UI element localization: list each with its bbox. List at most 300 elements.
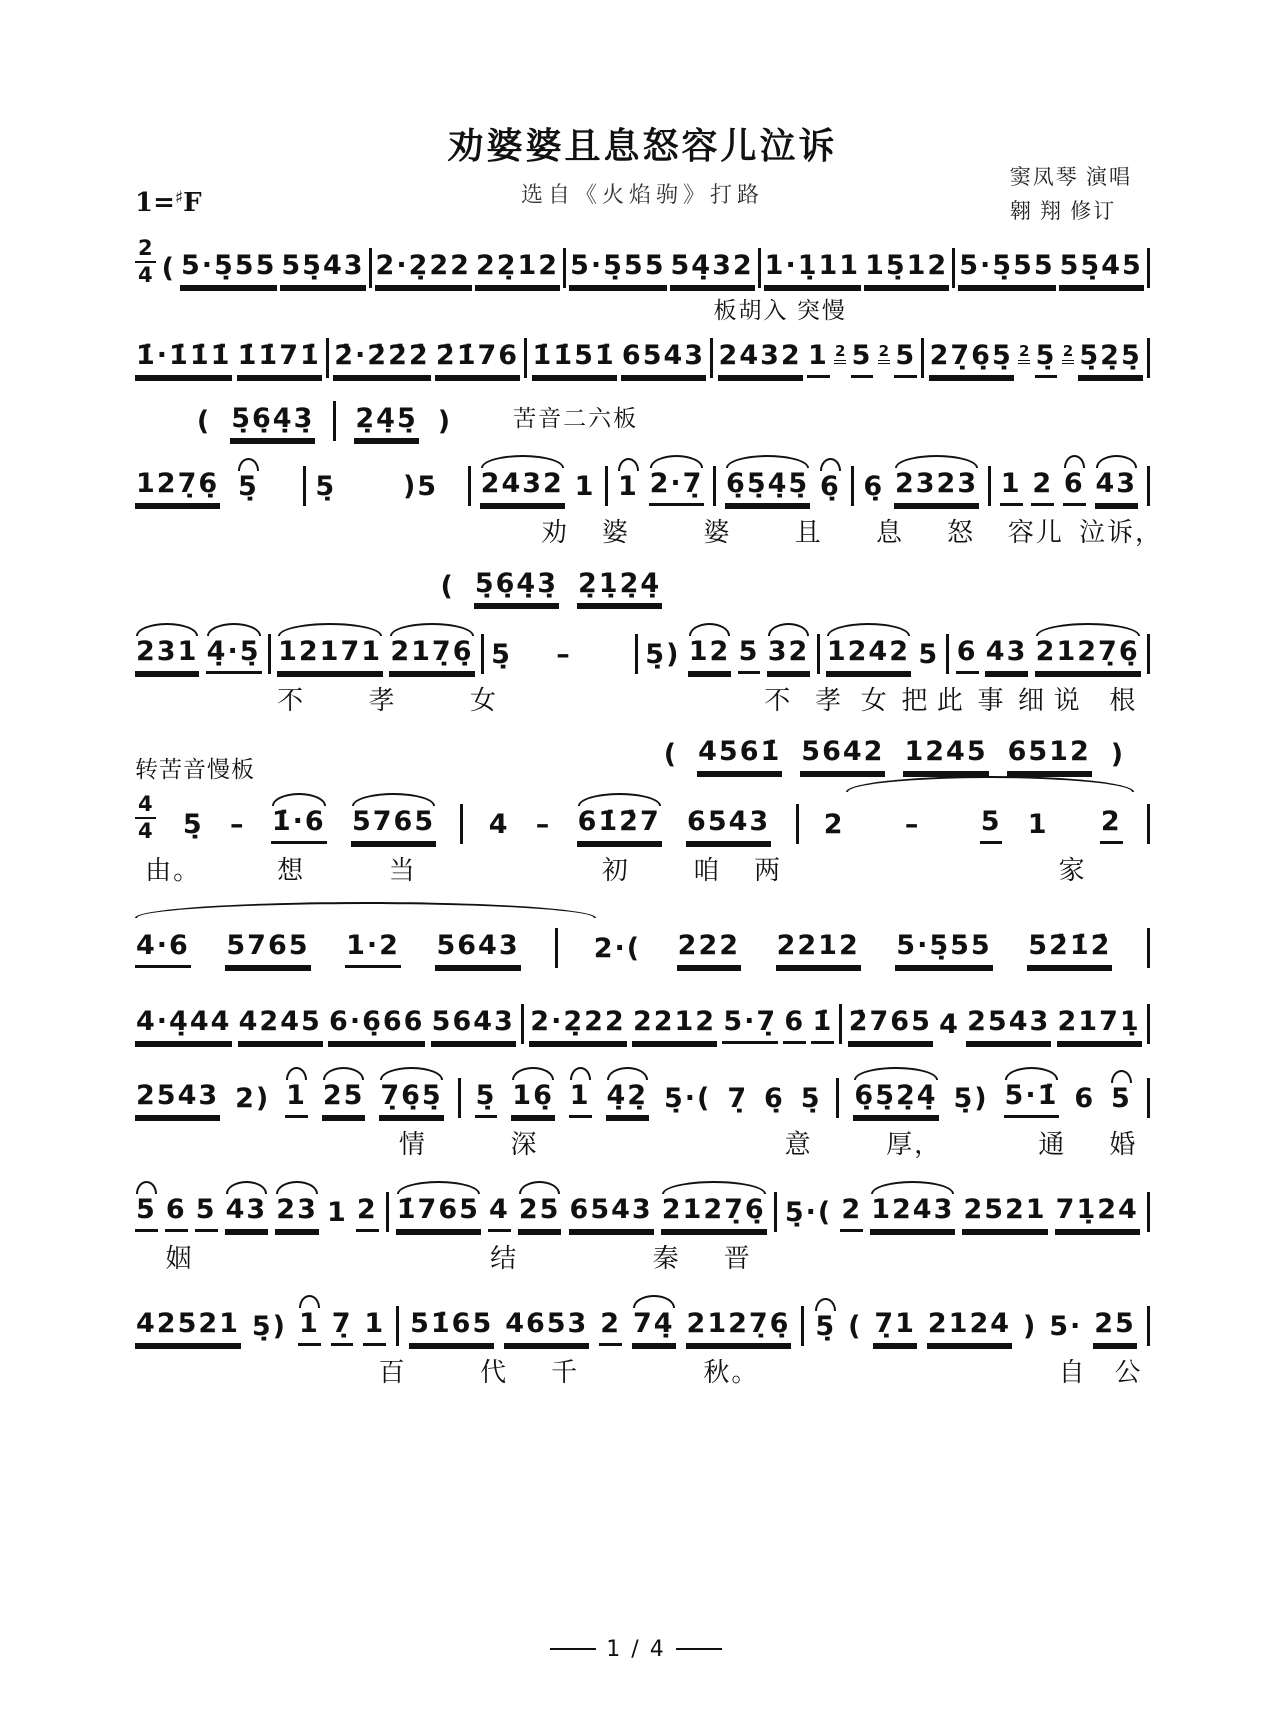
note-group: 2543	[135, 1082, 220, 1118]
note-group: (	[848, 1311, 863, 1342]
key-note: F	[183, 188, 202, 218]
lyric-syllable: 不	[764, 686, 793, 715]
note-group: 5·5̣55	[958, 252, 1055, 288]
note-row	[135, 918, 1150, 968]
barline	[333, 401, 336, 441]
note-group: 25	[518, 1196, 562, 1232]
note-group: (	[440, 571, 455, 602]
note-group: 6̣	[863, 471, 885, 502]
lyric-syllable: 根	[1109, 686, 1138, 715]
note-group: 2212	[632, 1008, 717, 1044]
score-body	[135, 236, 1163, 1396]
note-group: 2127̣6̣	[661, 1196, 767, 1232]
barline	[326, 338, 329, 378]
time-signature	[135, 236, 156, 288]
note-group: 1243	[870, 1196, 955, 1232]
page-footer	[0, 1637, 1272, 1662]
barline	[817, 634, 820, 674]
note-group: 2̇765	[848, 1008, 933, 1044]
lyric-syllable: 秦	[652, 1244, 681, 1273]
note-group: 5	[918, 639, 940, 670]
fill-phrase	[440, 570, 663, 606]
note-group: 5̣6̣4̣3̣	[230, 405, 315, 441]
note-group: 6·6̣66	[328, 1008, 425, 1044]
fill-phrase-wrap	[135, 570, 1150, 622]
key-accidental: ♯	[174, 188, 184, 208]
note-group: 5	[738, 638, 761, 674]
note-group: –	[535, 809, 552, 840]
note-group: 4̣2̣	[606, 1082, 650, 1118]
note-group: 1	[298, 1310, 321, 1346]
note-group: 1	[326, 1197, 348, 1228]
lyric-syllable: 由。	[145, 856, 202, 885]
note-group: 5̣)	[251, 1311, 288, 1342]
music-system	[135, 624, 1150, 724]
fill-phrase-wrap	[135, 400, 1150, 452]
barline	[1147, 634, 1150, 674]
note-group: 5	[894, 342, 917, 378]
score-content	[135, 0, 1163, 1410]
lyric-syllable: 姻	[165, 1244, 194, 1273]
lyric-syllable: 咱	[693, 856, 722, 885]
note-group: 4	[488, 1196, 511, 1232]
note-group: 2·2̣22	[375, 252, 472, 288]
note-group: 2543	[966, 1008, 1051, 1044]
note-group: 27̣6̣5̣	[929, 342, 1014, 378]
lyric-syllable: 此	[936, 686, 965, 715]
note-group: 5	[851, 342, 874, 378]
lyric-syllable: 息	[875, 518, 904, 547]
note-group: 2171̣	[1057, 1008, 1142, 1044]
note-group: 5·1̇	[1004, 1082, 1060, 1118]
note-group: 1	[285, 1082, 308, 1118]
note-group: 1	[1027, 809, 1049, 840]
note-group: 5̣	[237, 473, 260, 506]
barline	[481, 634, 484, 674]
time-signature-numerator: 4	[138, 792, 153, 816]
barline	[458, 1078, 461, 1118]
lyric-syllable: 初	[601, 856, 630, 885]
time-signature-denominator: 4	[135, 261, 156, 288]
lyric-syllable: 晋	[723, 1244, 752, 1273]
note-group: 5̣	[475, 1082, 498, 1118]
lyric-syllable: 百	[378, 1358, 407, 1387]
note-group: 7̣	[331, 1310, 354, 1346]
note-group: 5̣·(	[784, 1197, 833, 1228]
lyric-syllable: 自	[1058, 1358, 1087, 1387]
lyric-row	[135, 1352, 1150, 1396]
note-group: 1̇·1̇1̇1̇	[135, 342, 232, 378]
note-group: 15̣12	[864, 252, 949, 288]
note-group: 6	[956, 638, 979, 674]
lyric-syllable: 通	[1038, 1130, 1067, 1159]
barline	[468, 466, 471, 506]
section-label: 转苦音慢板	[135, 756, 255, 782]
note-group: (	[196, 406, 212, 437]
footer-rule-left	[550, 1648, 596, 1650]
lyric-syllable: 说	[1053, 686, 1082, 715]
note-group: 2̇·2̇2̇2̇	[333, 342, 430, 378]
barline	[268, 634, 271, 674]
lyric-syllable: 细	[1018, 686, 1047, 715]
lyric-row	[135, 1124, 1150, 1168]
note-group: 6	[1074, 1083, 1096, 1114]
lyric-syllable: 秋。	[703, 1358, 760, 1387]
note-group: 5765	[351, 808, 436, 844]
note-group: 1242	[826, 638, 911, 674]
note-group: 2323	[894, 470, 979, 506]
grace-note: 2	[1018, 344, 1030, 364]
note-group: 1	[1000, 470, 1023, 506]
grace-note: 2	[878, 344, 890, 364]
note-group: 2·(	[593, 933, 642, 964]
barline	[836, 1078, 839, 1118]
music-system	[135, 570, 1150, 622]
note-group: 2	[599, 1310, 622, 1346]
note-group: 1	[807, 342, 830, 378]
lyric-syllable: 结	[490, 1244, 519, 1273]
note-group: 4245	[238, 1008, 323, 1044]
grace-note: 2	[1062, 344, 1074, 364]
note-group: 43	[225, 1196, 269, 1232]
barline	[946, 634, 949, 674]
lyric-syllable: 厚，	[886, 1130, 943, 1159]
note-group: )	[437, 406, 453, 437]
barline	[921, 338, 924, 378]
note-group: 5642	[800, 738, 885, 774]
score-subtitle: 选自《火焰驹》打路	[520, 182, 764, 207]
fill-phrase	[663, 738, 1126, 774]
barline	[1147, 466, 1150, 506]
barline	[1147, 1004, 1150, 1044]
barline	[460, 804, 463, 844]
barline	[1147, 1306, 1150, 1346]
barline	[369, 248, 372, 288]
barline	[801, 1306, 804, 1346]
barline	[524, 338, 527, 378]
note-group: 5̣	[182, 809, 204, 840]
music-system	[135, 236, 1150, 288]
note-group: 2·2̣22	[529, 1008, 626, 1044]
note-group: 1·1̣11	[764, 252, 861, 288]
music-system	[135, 1296, 1150, 1396]
note-group: 2	[1031, 470, 1054, 506]
lyric-syllable: 意	[784, 1130, 813, 1159]
note-group: 4	[488, 809, 510, 840]
note-group: 6512	[1007, 738, 1092, 774]
barline	[952, 248, 955, 288]
note-row	[135, 236, 1150, 288]
barline	[758, 248, 761, 288]
note-group: 55̣45	[1059, 252, 1144, 288]
score-header	[135, 0, 1150, 236]
note-group: 43	[1095, 470, 1139, 506]
barline	[555, 928, 558, 968]
lyric-syllable: 代	[480, 1358, 509, 1387]
lyric-syllable: 事	[977, 686, 1006, 715]
note-row	[135, 1182, 1150, 1232]
lyric-row	[135, 850, 1150, 894]
barline	[386, 1192, 389, 1232]
barline	[774, 1192, 777, 1232]
fill-phrase	[196, 400, 638, 441]
barline	[1147, 338, 1150, 378]
tempo-label: 苦音二六板	[513, 405, 639, 431]
note-group: 6̣	[764, 1083, 785, 1114]
note-group: 5̣	[814, 1313, 837, 1346]
note-group: 2·7̣	[649, 470, 705, 506]
note-group: 55̣43	[280, 252, 365, 288]
music-system	[135, 297, 1150, 378]
note-group: 5765	[225, 932, 310, 968]
lyric-syllable: 深	[510, 1130, 539, 1159]
note-group: 5̣)	[953, 1083, 989, 1114]
note-group: )	[1110, 739, 1126, 770]
lyric-syllable: 公	[1114, 1358, 1143, 1387]
note-group: 1̇765	[396, 1196, 481, 1232]
note-group: 7̣6̣5̣	[379, 1082, 443, 1118]
page-title: 劝婆婆且息怒容儿泣诉	[447, 125, 838, 166]
credit-performer: 窦凤琴 演唱	[1009, 165, 1132, 189]
barline	[1147, 1192, 1150, 1232]
note-group: 2432	[480, 470, 565, 506]
note-group: –	[904, 809, 921, 840]
lyric-syllable: 孝	[815, 686, 844, 715]
lyric-syllable: 婆	[703, 518, 732, 547]
tempo-label: 板胡入 突慢	[713, 297, 847, 323]
note-group: 5	[135, 1196, 158, 1232]
note-row	[135, 456, 1150, 506]
note-group: 52̇1̇2̇	[1027, 932, 1112, 968]
note-group: 2432	[718, 342, 803, 378]
note-group: 4·4̣44	[135, 1008, 232, 1044]
lyric-syllable: 千	[551, 1358, 580, 1387]
lyric-syllable: 把	[901, 686, 930, 715]
note-group: 1̇1̇51̇	[532, 342, 617, 378]
note-group: 54̣32	[670, 252, 755, 288]
note-group: 1	[569, 1082, 592, 1118]
note-group: )	[1022, 1311, 1038, 1342]
note-group: (	[161, 253, 176, 284]
barline	[396, 1306, 399, 1346]
note-group: 5̣	[1035, 342, 1058, 378]
barline	[1147, 928, 1150, 968]
note-group: 2	[823, 809, 845, 840]
note-group: 1̇·6	[271, 808, 327, 844]
barline	[713, 466, 716, 506]
music-system	[135, 792, 1150, 894]
page-number: 1 / 4	[606, 1637, 666, 1662]
note-group: 43	[985, 638, 1029, 674]
footer-rule-right	[676, 1648, 722, 1650]
note-group: 6̣5̣2̣4̣	[853, 1082, 938, 1118]
lyric-syllable: 女	[469, 686, 498, 715]
note-group: 5̣6̣4̣3̣	[474, 570, 559, 606]
note-group: 61̇2̇7	[577, 808, 662, 844]
barline	[563, 248, 566, 288]
lyric-syllable: 容儿	[1007, 518, 1064, 547]
barline	[1147, 248, 1150, 288]
note-group: 2̣1̣2̣4̣	[577, 570, 662, 606]
lyric-syllable: 孝	[368, 686, 397, 715]
note-group: 6̣	[819, 473, 842, 506]
note-row	[135, 1068, 1150, 1118]
note-group: 6	[1063, 470, 1086, 506]
barline	[839, 1004, 842, 1044]
credit-editor: 翱 翔 修订	[1009, 199, 1117, 223]
note-group: –	[230, 809, 246, 840]
barline	[605, 466, 608, 506]
lyric-syllable: 婚	[1109, 1130, 1138, 1159]
note-group: 222	[677, 932, 741, 968]
note-group: 4·6	[135, 932, 191, 968]
note-group: 74̣	[632, 1310, 676, 1346]
note-group: 25	[1093, 1310, 1137, 1346]
note-group: 6543	[686, 808, 771, 844]
note-group: 5·7̣	[722, 1008, 778, 1044]
note-group: 4561̇	[697, 738, 782, 774]
lyric-syllable: 女	[860, 686, 889, 715]
barline	[635, 634, 638, 674]
barline	[710, 338, 713, 378]
note-group: 1̇1̇71̇	[237, 342, 322, 378]
note-group: 5	[195, 1196, 218, 1232]
note-group: 5·	[1049, 1311, 1083, 1342]
note-row	[135, 994, 1150, 1044]
note-group: 1	[363, 1310, 386, 1346]
note-group: 5	[1110, 1085, 1133, 1118]
lyric-syllable: 情	[398, 1130, 427, 1159]
barline	[303, 466, 306, 506]
note-group: 6	[165, 1196, 188, 1232]
note-group: 5̣·(	[664, 1083, 712, 1114]
note-group: 5̣)	[645, 639, 681, 670]
note-group: 5̣	[800, 1083, 822, 1114]
note-group: )5	[402, 471, 439, 502]
note-group: 217̣6̣	[389, 638, 474, 674]
slur-arc	[135, 902, 596, 918]
note-group: 2	[356, 1196, 379, 1232]
note-group: 2127̣6̣	[1035, 638, 1141, 674]
note-group: 25	[322, 1082, 366, 1118]
note-group: 2212	[776, 932, 861, 968]
barline	[796, 804, 799, 844]
note-group: 2124	[927, 1310, 1012, 1346]
note-group: 1·2	[345, 932, 401, 968]
note-group: (	[663, 739, 679, 770]
note-group: 5̣	[491, 639, 512, 670]
note-group: 7̣1	[873, 1310, 917, 1346]
lyric-syllable: 不	[277, 686, 306, 715]
note-group: 5̣2̣5̣	[1078, 342, 1142, 378]
lyric-row	[135, 1238, 1150, 1282]
note-group: 2̣4̣5̣	[354, 405, 418, 441]
note-group: 5·5̣55	[180, 252, 277, 288]
lyric-row	[135, 512, 1163, 556]
lyric-syllable: 劝	[541, 518, 570, 547]
time-signature-denominator: 4	[135, 817, 156, 844]
music-system	[135, 994, 1150, 1044]
note-group: 5643	[431, 1008, 516, 1044]
note-group: 1245	[903, 738, 988, 774]
note-group: 12	[688, 638, 732, 674]
note-group: 71̣24	[1055, 1196, 1140, 1232]
note-group: 5·5̣55	[569, 252, 666, 288]
music-system	[135, 1182, 1150, 1282]
lyric-syllable: 想	[277, 856, 306, 885]
lyric-syllable: 当	[388, 856, 417, 885]
note-group: 6̣5̣4̣5̣	[725, 470, 810, 506]
lyric-row	[135, 680, 1150, 724]
music-system	[135, 918, 1150, 968]
barline	[521, 1004, 524, 1044]
note-group: 4	[939, 1009, 960, 1040]
note-row	[135, 1296, 1150, 1346]
note-group: 6	[783, 1008, 806, 1044]
note-group: 4653	[504, 1310, 589, 1346]
note-group: 1	[617, 473, 640, 506]
note-group: 4̣·5̣	[206, 638, 262, 674]
note-group: 51̇65	[409, 1310, 494, 1346]
note-group: 127̣6̣	[135, 470, 220, 506]
lyric-syllable: 两	[754, 856, 783, 885]
note-group: 2	[840, 1196, 863, 1232]
grace-note: 2	[834, 344, 846, 364]
music-system	[135, 1068, 1150, 1168]
lyric-syllable: 泣诉，	[1078, 518, 1163, 547]
note-group: 2521	[962, 1196, 1047, 1232]
barline	[1147, 804, 1150, 844]
music-system	[135, 456, 1163, 556]
lyric-syllable: 家	[1058, 856, 1087, 885]
note-group: 23	[275, 1196, 319, 1232]
note-group: –	[556, 639, 572, 670]
note-group: 2127̣6̣	[686, 1310, 792, 1346]
time-signature	[135, 792, 156, 844]
lyric-syllable: 怒	[947, 518, 976, 547]
note-group: 5	[980, 808, 1003, 844]
key-prefix: 1=	[135, 188, 175, 218]
note-group: 2	[1100, 808, 1123, 844]
note-group: 32	[767, 638, 811, 674]
note-group: 5643	[435, 932, 520, 968]
time-signature-numerator: 2	[138, 236, 153, 260]
note-group: 1	[574, 471, 596, 502]
key-signature	[135, 188, 202, 218]
credits	[1010, 160, 1132, 228]
note-row	[135, 792, 1150, 844]
barline	[1147, 1078, 1150, 1118]
note-group: 5·5̣55	[895, 932, 992, 968]
note-group: 2)	[235, 1083, 271, 1114]
note-group: 7̣	[727, 1083, 749, 1114]
music-system	[135, 400, 1150, 452]
note-group: 42521	[135, 1310, 241, 1346]
note-group: 5̣	[315, 471, 337, 502]
lyric-syllable: 婆	[601, 518, 630, 547]
lyric-syllable: 且	[794, 518, 823, 547]
note-group: 22̣12	[475, 252, 560, 288]
barline	[988, 466, 991, 506]
note-group: 12171	[277, 638, 383, 674]
note-group: 2̇1̇76	[435, 342, 520, 378]
barline	[851, 466, 854, 506]
note-group: 6543	[621, 342, 706, 378]
note-group: 16̣	[511, 1082, 555, 1118]
note-group: 231	[135, 638, 199, 674]
note-group: 6543	[569, 1196, 654, 1232]
note-row	[135, 624, 1150, 674]
